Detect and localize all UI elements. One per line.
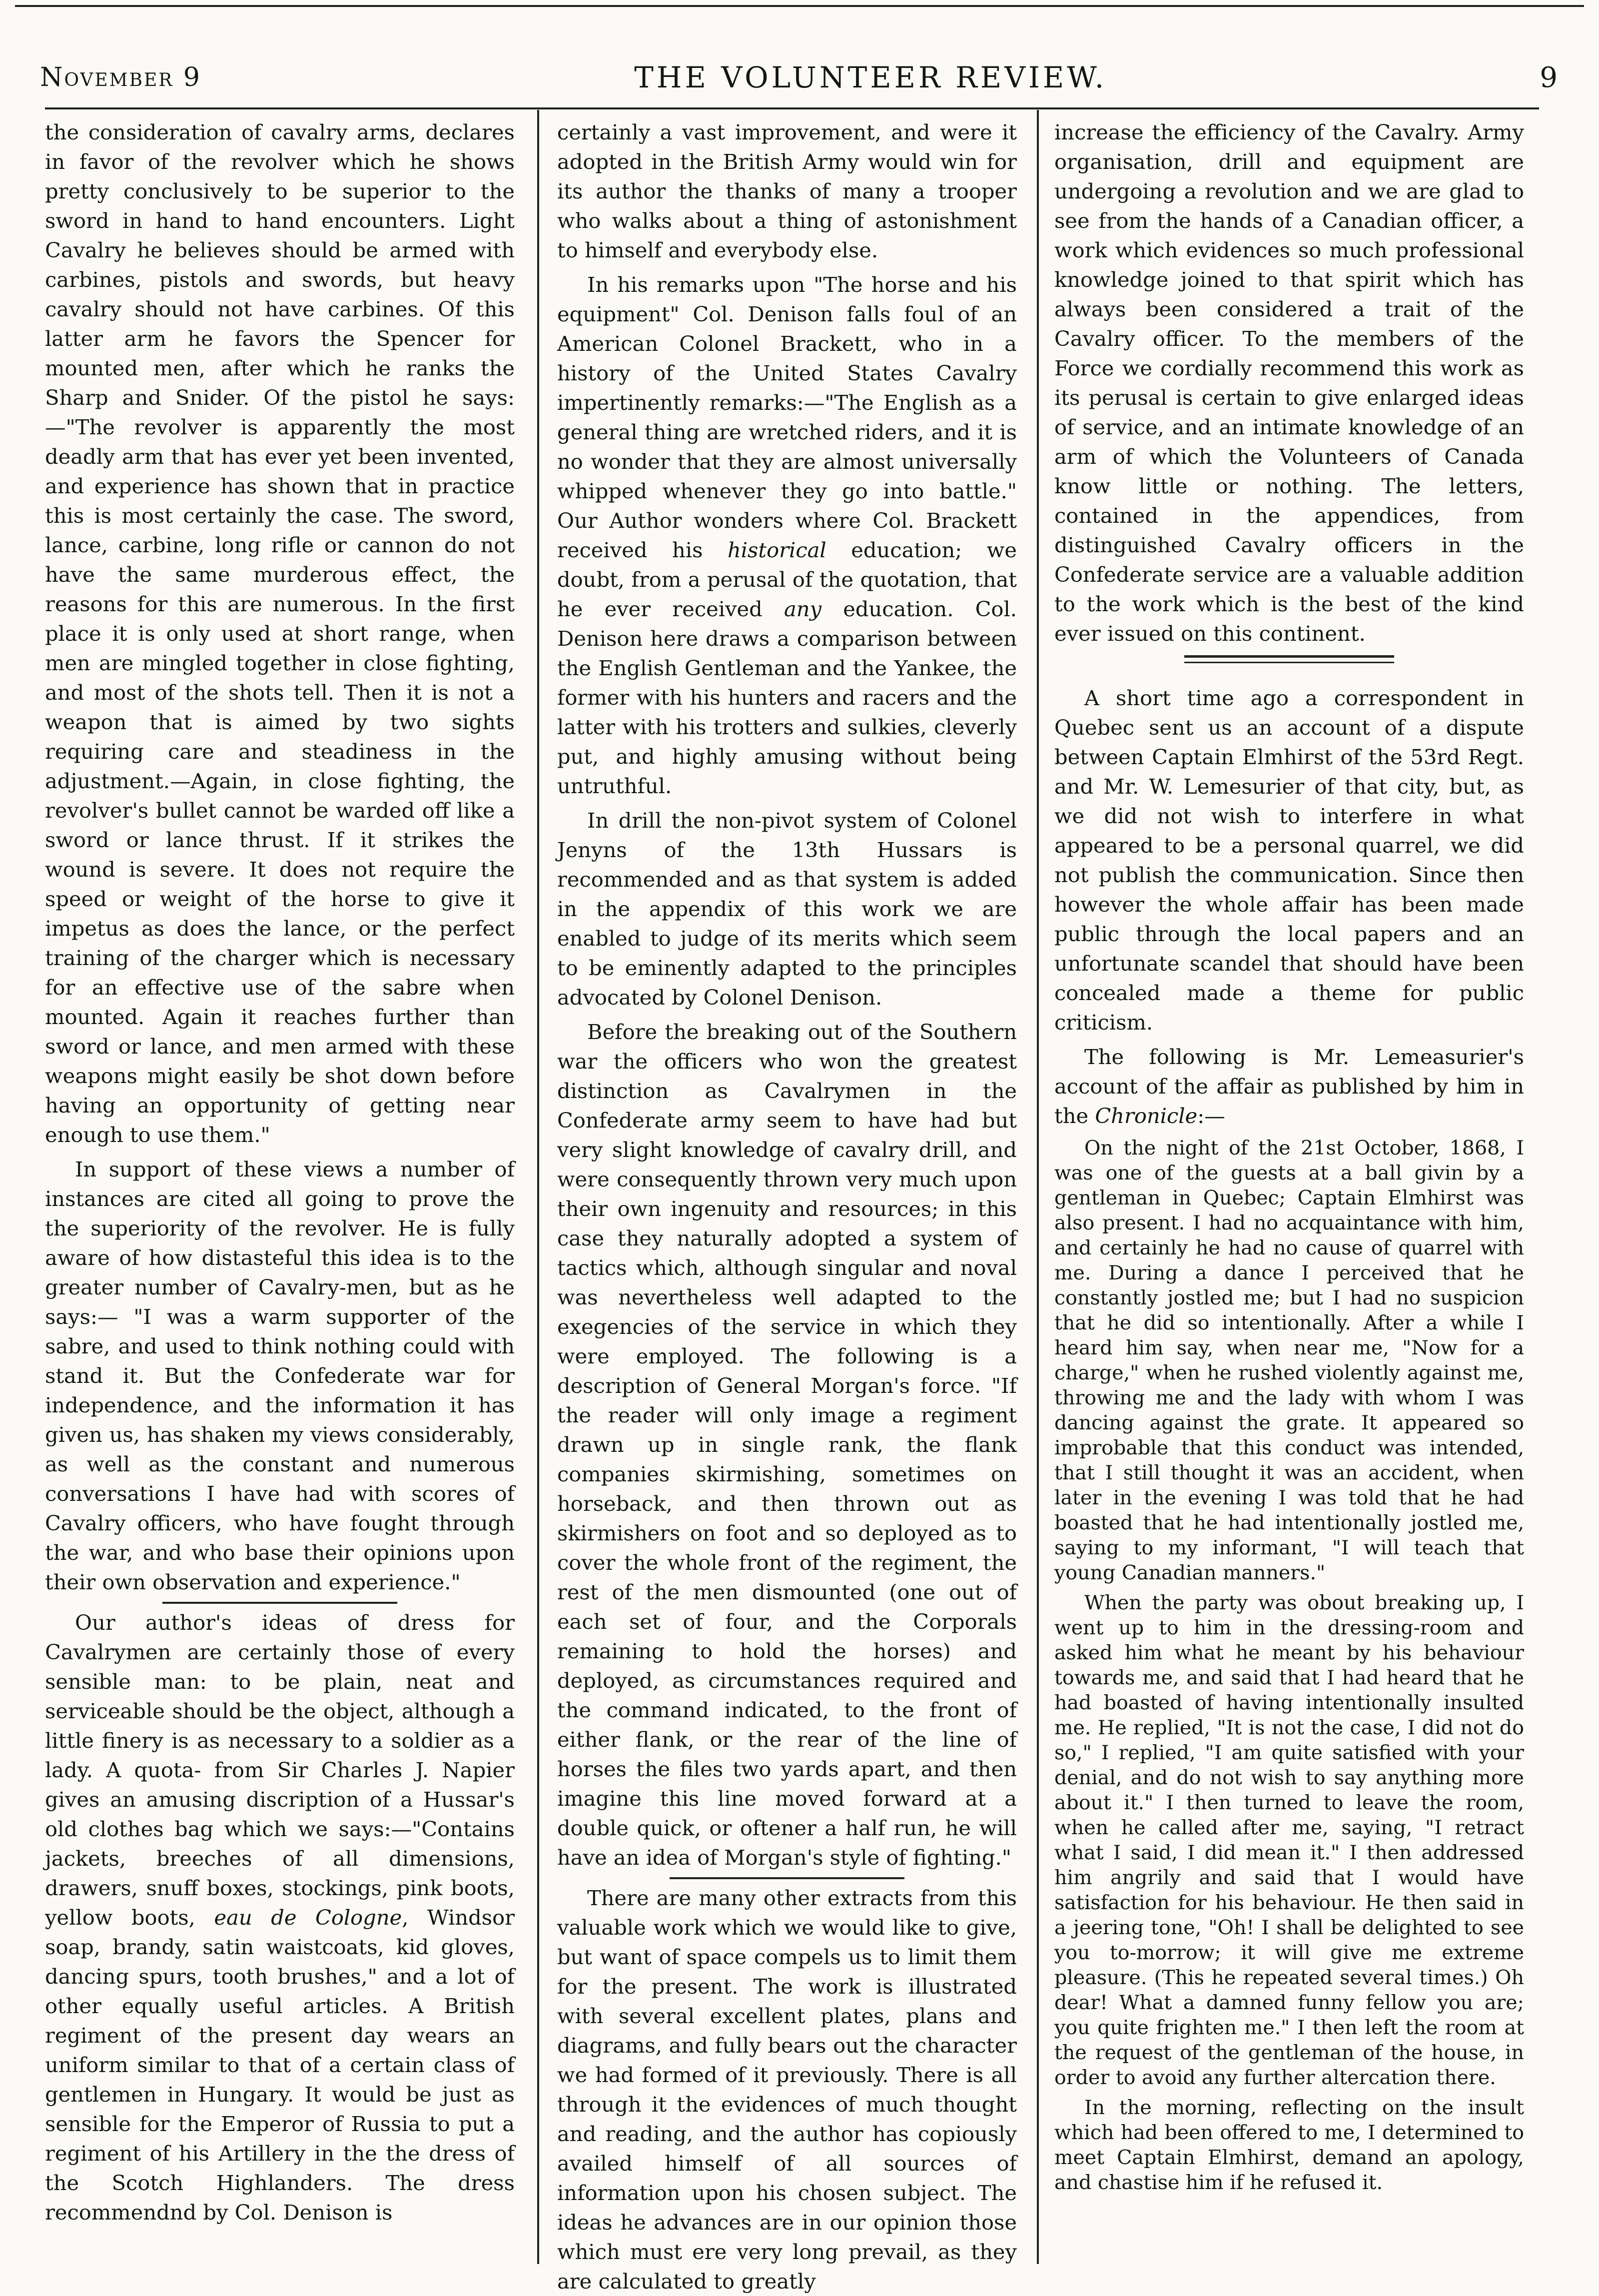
section-divider (1184, 655, 1394, 663)
publication-title: THE VOLUNTEER REVIEW. (634, 60, 1107, 94)
column-3 (1054, 117, 1524, 2242)
paragraph: In the morning, reflecting on the insult which had been offered to me, I determined to meet Captain Elmhirst, demand an apology, and chastise him if he refused it. (1054, 2096, 1524, 2194)
issue-date: November 9 (40, 62, 201, 92)
paragraph: the consideration of cavalry arms, declares in favor of the revolver which he shows pretty conclusively to be superior to the sword in hand to hand encounters. Light Cavalry he believes should be armed with carbines, pistols and swords, but heavy cavalry should not have carbines. Of this latter arm he favors the Spencer for mounted men, after which he ranks the Sharp and Snider. Of the pistol he says:—"The revolver is apparently the most deadly arm that has ever yet been invented, and experience has shown that in practice this is most certainly the case. The sword, lance, carbine, long rifle or cannon do not have the same murderous effect, the reasons for this are numerous. In the first place it is only used at short range, when men are mingled together in close fighting, and most of the shots tell. Then it is not a weapon that is aimed by two sights requiring care and steadiness in the adjustment.—Again, in close fighting, the revolver's bullet cannot be warded off like a sword or lance thrust. If it strikes the wound is severe. It does not require the speed or weight of the horse to give it impetus as does the lance, or the perfect training of the charger which is necessary for an effective use of the sabre when mounted. Again it reaches further than sword or lance, and men armed with these weapons might easily be shot down before having an opportunity of getting near enough to use them." (45, 120, 515, 1147)
paragraph: On the night of the 21st October, 1868, I was one of the guests at a ball givin by a gentleman in Quebec; Captain Elmhirst was also present. I had no acquaintance with him, and certainly he had no cause of quarrel with me. During a dance I perceived that he constantly jostled me; but I had no suspicion that he did so intentionally. After a while I heard him say, when near me, "Now for a charge," when he rushed violently against me, throwing me and the lady with whom I was dancing against the grate. It appeared so improbable that this conduct was intended, that I still thought it was an accident, when later in the evening I was told that he had boasted that he had intentionally jostled me, saying to my informant, "I will teach that young Canadian manners." (1054, 1137, 1524, 1584)
paragraph-divider (162, 1602, 397, 1604)
text-run: education. Col. Denison here draws a comparison between the English Gentleman and the Yankee, the former with his hunters and racers and the latter with his trotters and sulkies, cleverly put, and highly amusing without being untruthful. (557, 597, 1017, 798)
paragraph: In support of these views a number of instances are cited all going to prove the the superiority of the revolver. He is fully aware of how distasteful this idea is to the greater number of Cavalry-men, but as he says:— "I was a warm supporter of the sabre, and used to think nothing could with stand it. But the Confederate war for independence, and the information it has given us, has shaken my views considerably, as well as the constant and numerous conversations I have had with scores of Cavalry officers, who have fought through the war, and who base their opinions upon their own observation and experience." (45, 1157, 515, 1594)
paragraph: increase the efficiency of the Cavalry. Army organisation, drill and equipment are undergoing a revolution and we are glad to see from the hands of a Canadian officer, a work which evidences so much professional knowledge joined to that spirit which has always been considered a trait of the Cavalry officer. To the members of the Force we cordially recommend this work as its perusal is certain to give enlarged ideas of service, and an intimate knowledge of an arm of which the Volunteers of Canada know little or nothing. The letters, contained in the appendices, from distinguished Cavalry officers in the Confederate service are a valuable addition to the work which is the best of the kind ever issued on this continent. (1054, 120, 1524, 646)
paragraph (45, 1608, 515, 2227)
column-2 (557, 117, 1017, 2294)
paragraph: When the party was obout breaking up, I went up to him in the dressing-room and asked him what he meant by his behaviour towards me, and said that I had heard that he had boasted of having intentionally insulted me. He replied, "It is not the case, I did not do so," I replied, "I am quite satisfied with your denial, and do not wish to say anything more about it." I then turned to leave the room, when he called after me, saying, "I retract what I said, I did mean it." I then addressed him angrily and said that I would have satisfaction for his behaviour. He then said in a jeering tone, "Oh! I shall be delighted to see you to-morrow; it will give me extreme pleasure. (This he repeated several times.) Oh dear! What a damned funny fellow you are; you quite frighten me." I then left the room at the request of the gentleman of the house, in order to avoid any further altercation there. (1054, 1591, 1524, 2089)
top-border-rule (15, 5, 1584, 7)
text-run: Our author's ideas of dress for Cavalrymen are certainly those of every sensible man: to be plain, neat and serviceable should be the object, although a little finery is as necessary to a soldier as a lady. A quota- from Sir Charles J. Napier gives an amusing discription of a Hussar's old clothes bag which we says:—"Contains jackets, breeches of all dimensions, drawers, snuff boxes, stockings, pink boots, yellow boots, (45, 1610, 515, 1930)
paragraph: certainly a vast improvement, and were it adopted in the British Army would win for its author the thanks of many a trooper who walks about a thing of astonishment to himself and everybody else. (557, 120, 1017, 262)
paragraph: In drill the non-pivot system of Colonel Jenyns of the 13th Hussars is recommended and as that system is added in the appendix of this work we are enabled to judge of its merits which seem to be eminently adapted to the principles advocated by Colonel Denison. (557, 808, 1017, 1010)
italic-text: eau de Cologne (214, 1905, 402, 1930)
column-divider (1037, 110, 1039, 2264)
column-1 (45, 117, 515, 2242)
text-run: , Windsor soap, brandy, satin waistcoats, kid gloves, dancing spurs, tooth brushes," and a lot of other equally useful articles. A British regiment of the present day wears an uniform similar to that of a certain class of gentlemen in Hungary. It would be just as sensible for the Emperor of Russia to put a regiment of his Artillery in the the dress of the Scotch Highlanders. The dress recommendnd by Col. Denison is (45, 1905, 515, 2225)
paragraph: A short time ago a correspondent in Quebec sent us an account of a dispute between Captain Elmhirst of the 53rd Regt. and Mr. W. Lemesurier of that city, but, as we did not wish to interfere in what appeared to be a personal quarrel, we did not publish the communication. Since then however the whole affair has been made public through the local papers and an unfortunate scandel that should have been concealed made a theme for public criticism. (1054, 686, 1524, 1035)
paragraph (1054, 1042, 1524, 1131)
page-number: 9 (1540, 61, 1559, 94)
italic-text: historical (727, 538, 826, 562)
text-run: :— (1197, 1104, 1225, 1128)
column-divider (537, 110, 539, 2264)
text-run: The following is Mr. Lemeasurier's account of the affair as published by him in the (1054, 1045, 1524, 1128)
paragraph-divider (670, 1877, 904, 1879)
header-divider (45, 107, 1539, 109)
paragraph: Before the breaking out of the Southern war the officers who won the greatest distinction as Cavalrymen in the Confederate army seem to have had but very slight knowledge of cavalry drill, and were consequently thrown very much upon their own ingenuity and resources; in this case they naturally adopted a system of tactics which, although singular and noval was nevertheless well adapted to the exegencies of the service in which they were employed. The following is a description of General Morgan's force. "If the reader will only image a regiment drawn up in single rank, the flank companies skirmishing, sometimes on horseback, and then thrown out as skirmishers on foot and so deployed as to cover the whole front of the regiment, the rest of the men dismounted (one out of each set of four, and the Corporals remaining to hold the horses) and deployed, as circumstances required and the command indicated, to the front of either flank, or the rear of the line of horses the files two yards apart, and then imagine this line moved forward at a double quick, or oftener a half run, he will have an idea of Morgan's style of fighting." (557, 1020, 1017, 1870)
letter-text (1054, 1136, 1524, 2195)
italic-text: any (784, 597, 822, 621)
page-header (40, 55, 1559, 100)
paragraph (557, 270, 1017, 801)
text-run: education; we doubt, from a perusal of the quotation, that he ever received (557, 538, 1017, 621)
paragraph: There are many other extracts from this valuable work which we would like to give, but want of space compels us to limit them for the present. The work is illustrated with several excellent plates, plans and diagrams, and fully bears out the character we had formed of it previously. There is all through it the evidences of much thought and reading, and the author has copiously availed himself of all sources of information upon his chosen subject. The ideas he advances are in our opinion those which must ere very long prevail, as they are calculated to greatly (557, 1886, 1017, 2294)
text-run: In his remarks upon "The horse and his equipment" Col. Denison falls foul of an American Colonel Brackett, who in a history of the United States Cavalry impertinently remarks:—"The English as a general thing are wretched riders, and it is no wonder that they are almost universally whipped whenever they go into battle." Our Author wonders where Col. Brackett received his (557, 272, 1017, 562)
italic-text: Chronicle (1095, 1104, 1198, 1128)
